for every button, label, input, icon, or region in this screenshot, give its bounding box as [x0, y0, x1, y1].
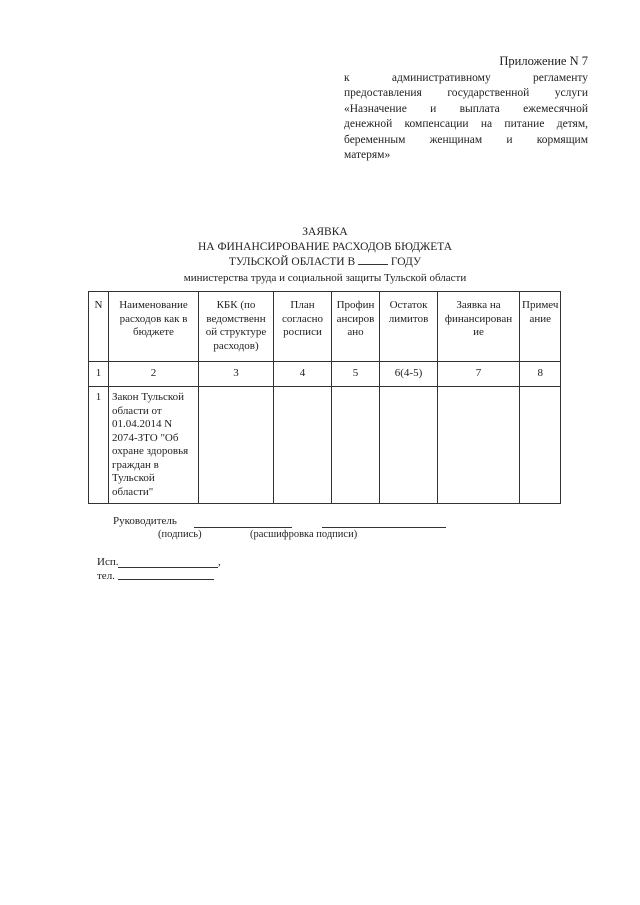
decode-line	[322, 527, 446, 528]
phone-label: тел.	[97, 570, 115, 582]
phone-line	[118, 579, 214, 580]
title-line: НА ФИНАНСИРОВАНИЕ РАСХОДОВ БЮДЖЕТА	[197, 241, 453, 253]
decode-caption: (расшифровка подписи)	[250, 529, 358, 540]
head-label: Руководитель	[113, 515, 177, 527]
year-blank	[358, 255, 388, 265]
table-row	[89, 387, 561, 504]
appendix-number: Приложение N 7	[499, 54, 588, 68]
title-line: ЗАЯВКА	[302, 226, 348, 238]
header-cell: N	[89, 292, 109, 362]
table-header-row	[89, 292, 561, 362]
title-text: ТУЛЬСКОЙ ОБЛАСТИ В	[228, 256, 356, 268]
column-number: 4	[274, 362, 332, 387]
appendix-line: предоставления государственной услуги	[344, 87, 588, 99]
header-cell: КБК (по ведомственн ой структуре расходов)	[199, 292, 274, 362]
document-title	[160, 225, 490, 286]
executor-label: Исп.	[97, 556, 119, 568]
header-cell: Наименование расходов как в бюджете	[109, 292, 199, 362]
column-number: 7	[438, 362, 520, 387]
signature-line	[194, 527, 292, 528]
title-line-year	[160, 255, 490, 270]
header-cell: Остаток лимитов	[380, 292, 438, 362]
header-cell: Примеч ание	[520, 292, 561, 362]
executor-line	[118, 567, 218, 568]
kbk-cell	[199, 387, 274, 504]
appendix-line: денежной компенсации на питание детям,	[344, 118, 588, 130]
appendix-line: матерям»	[344, 149, 391, 161]
column-number: 3	[199, 362, 274, 387]
expense-name: Закон Тульской области от 01.04.2014 N 2074-ЗТО "Об охране здоровья граждан в Тульской области"	[109, 387, 199, 504]
column-number: 5	[332, 362, 380, 387]
appendix-note	[344, 54, 588, 164]
plan-cell	[274, 387, 332, 504]
header-cell: План согласно росписи	[274, 292, 332, 362]
organization-name: министерства труда и социальной защиты Тульской области	[183, 272, 467, 284]
header-cell: Заявка на финансирован ие	[438, 292, 520, 362]
column-number: 1	[89, 362, 109, 387]
financed-cell	[332, 387, 380, 504]
sign-caption: (подпись)	[158, 529, 202, 540]
header-cell: Профин ансиров ано	[332, 292, 380, 362]
appendix-line: к административному регламенту	[344, 71, 588, 84]
row-number: 1	[89, 387, 109, 504]
note-cell	[520, 387, 561, 504]
appendix-line: беременным женщинам и кормящим	[344, 133, 588, 146]
column-number: 8	[520, 362, 561, 387]
request-table	[88, 291, 561, 504]
remainder-cell	[380, 387, 438, 504]
column-number-row	[89, 362, 561, 387]
request-cell	[438, 387, 520, 504]
column-number: 6(4-5)	[380, 362, 438, 387]
column-number: 2	[109, 362, 199, 387]
title-text: ГОДУ	[390, 256, 422, 268]
executor-comma: ,	[218, 556, 221, 568]
appendix-line: «Назначение и выплата ежемесячной	[344, 102, 588, 115]
